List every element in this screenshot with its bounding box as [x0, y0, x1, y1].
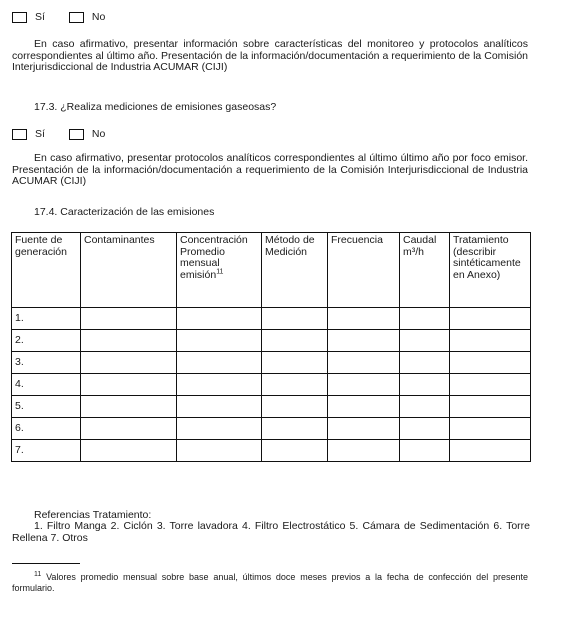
input-cell[interactable]: [450, 330, 531, 352]
emissions-table: [11, 232, 531, 462]
input-cell[interactable]: [328, 440, 400, 462]
option-yes-label: Sí: [35, 11, 45, 23]
input-cell[interactable]: [328, 396, 400, 418]
input-cell[interactable]: [400, 352, 450, 374]
input-cell[interactable]: [177, 374, 262, 396]
table-row: [12, 308, 531, 330]
input-cell[interactable]: [328, 418, 400, 440]
checkbox-yes-17-3[interactable]: [12, 129, 27, 140]
paragraph-17-3: En caso afirmativo, presentar protocolos analíticos correspondientes al último último año por foco emisor. Presentación de la información/documentación a requerimiento de la Comisión Interjurisdiccional de Industria ACUMAR (CIJI): [12, 152, 528, 187]
input-cell[interactable]: [177, 308, 262, 330]
input-cell[interactable]: [450, 440, 531, 462]
footnote-ref: 11: [216, 268, 224, 275]
input-cell[interactable]: [177, 352, 262, 374]
heading-17-4: 17.4. Caracterización de las emisiones: [34, 206, 215, 218]
table-header-row: [12, 233, 531, 308]
row-number-cell: 3.: [12, 352, 81, 374]
header-caudal: Caudal m³/h: [400, 233, 450, 308]
input-cell[interactable]: [400, 418, 450, 440]
header-contaminantes: Contaminantes: [81, 233, 177, 308]
option-no-17-3[interactable]: [69, 128, 105, 140]
table-body: [12, 308, 531, 462]
input-cell[interactable]: [262, 396, 328, 418]
referencias-title: Referencias Tratamiento:: [34, 509, 152, 521]
input-cell[interactable]: [450, 374, 531, 396]
option-no-label: No: [91, 11, 106, 23]
input-cell[interactable]: [262, 374, 328, 396]
header-tratamiento: Tratamiento (describir sintéticamente en Anexo): [450, 233, 531, 308]
table-row: [12, 352, 531, 374]
input-cell[interactable]: [81, 374, 177, 396]
checkbox-no-17-2[interactable]: [69, 12, 84, 23]
input-cell[interactable]: [328, 374, 400, 396]
input-cell[interactable]: [400, 440, 450, 462]
row-number-cell: 7.: [12, 440, 81, 462]
input-cell[interactable]: [400, 374, 450, 396]
input-cell[interactable]: [81, 396, 177, 418]
input-cell[interactable]: [328, 330, 400, 352]
input-cell[interactable]: [81, 418, 177, 440]
table-row: [12, 396, 531, 418]
row-number-cell: 4.: [12, 374, 81, 396]
table-row: [12, 330, 531, 352]
header-concentracion: [177, 233, 262, 308]
row-number-cell: 6.: [12, 418, 81, 440]
input-cell[interactable]: [450, 308, 531, 330]
referencias-text: 1. Filtro Manga 2. Ciclón 3. Torre lavadora 4. Filtro Electrostático 5. Cámara de Sedimentación 6. Torre Rellena 7. Otros: [12, 520, 530, 544]
input-cell[interactable]: [177, 396, 262, 418]
input-cell[interactable]: [262, 440, 328, 462]
paragraph-17-2: En caso afirmativo, presentar información sobre características del monitoreo y protocolos analíticos correspondientes al último año. Presentación de la información/documentación a requerimiento de la Comisión Interjurisdiccional de Industria ACUMAR (CIJI): [12, 38, 528, 73]
header-fuente: Fuente de generación: [12, 233, 81, 308]
input-cell[interactable]: [177, 330, 262, 352]
input-cell[interactable]: [262, 418, 328, 440]
input-cell[interactable]: [81, 308, 177, 330]
header-frecuencia: Frecuencia: [328, 233, 400, 308]
footnote: [12, 572, 528, 594]
input-cell[interactable]: [262, 330, 328, 352]
input-cell[interactable]: [81, 352, 177, 374]
checkbox-row-17-3: [12, 128, 129, 140]
input-cell[interactable]: [328, 308, 400, 330]
checkbox-yes-17-2[interactable]: [12, 12, 27, 23]
input-cell[interactable]: [400, 396, 450, 418]
input-cell[interactable]: [400, 330, 450, 352]
option-yes-17-3[interactable]: [12, 128, 45, 140]
option-no-17-2[interactable]: [69, 11, 105, 23]
input-cell[interactable]: [177, 440, 262, 462]
checkbox-row-17-2: [12, 11, 129, 23]
input-cell[interactable]: [450, 418, 531, 440]
header-concentracion-label: Concentración Promedio mensual emisión: [180, 234, 248, 281]
input-cell[interactable]: [400, 308, 450, 330]
checkbox-no-17-3[interactable]: [69, 129, 84, 140]
footnote-number: 11: [34, 571, 42, 578]
input-cell[interactable]: [81, 330, 177, 352]
row-number-cell: 2.: [12, 330, 81, 352]
input-cell[interactable]: [81, 440, 177, 462]
input-cell[interactable]: [450, 352, 531, 374]
option-yes-17-2[interactable]: [12, 11, 45, 23]
input-cell[interactable]: [450, 396, 531, 418]
header-metodo: Método de Medición: [262, 233, 328, 308]
input-cell[interactable]: [262, 352, 328, 374]
table-row: [12, 374, 531, 396]
table-row: [12, 440, 531, 462]
input-cell[interactable]: [177, 418, 262, 440]
option-yes-label: Sí: [35, 128, 45, 140]
row-number-cell: 1.: [12, 308, 81, 330]
input-cell[interactable]: [328, 352, 400, 374]
footnote-text: Valores promedio mensual sobre base anual, últimos doce meses previos a la fecha de confección del presente formulario.: [12, 572, 528, 593]
row-number-cell: 5.: [12, 396, 81, 418]
heading-17-3: 17.3. ¿Realiza mediciones de emisiones gaseosas?: [34, 101, 277, 113]
footnote-divider: [12, 563, 80, 564]
input-cell[interactable]: [262, 308, 328, 330]
option-no-label: No: [91, 128, 106, 140]
table-row: [12, 418, 531, 440]
